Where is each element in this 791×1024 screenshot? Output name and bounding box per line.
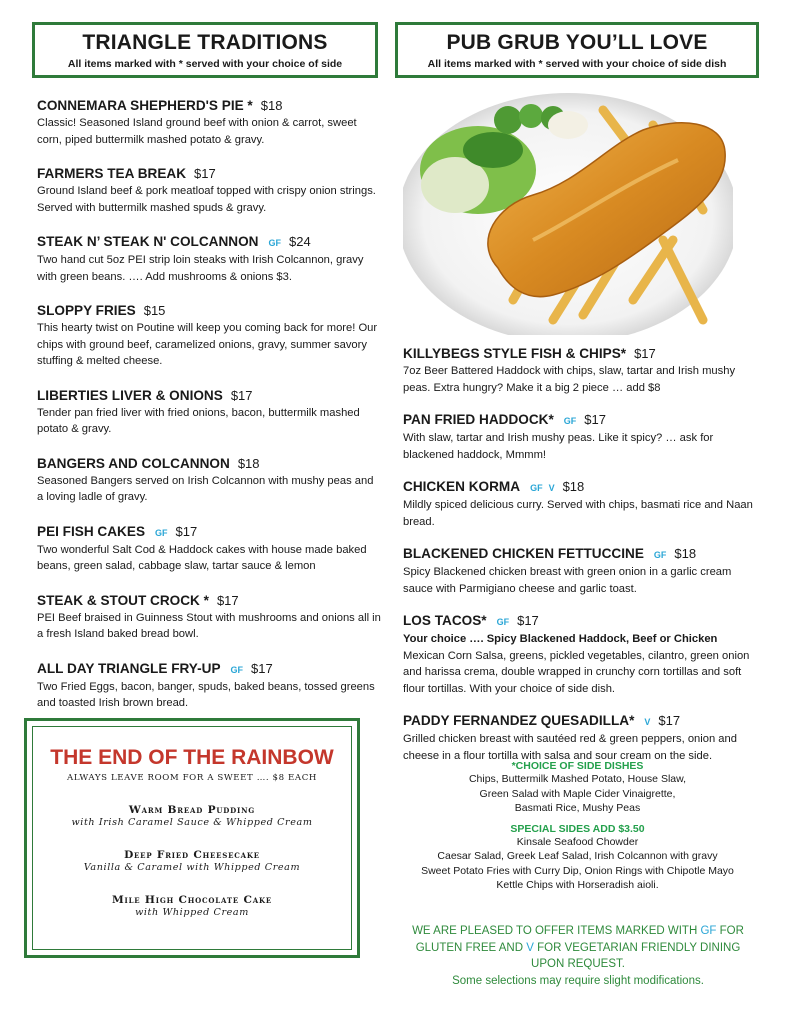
menu-item-name: BLACKENED CHICKEN FETTUCCINE — [403, 546, 644, 561]
menu-item-detail: Tender pan fried liver with fried onions, bacon, buttermilk mashed potato & gravy. — [37, 406, 360, 435]
dessert-detail: with Irish Caramel Sauce & Whipped Cream — [71, 817, 313, 828]
menu-item-heading — [37, 660, 382, 679]
menu-item-detail: This hearty twist on Poutine will keep you coming back for more! Our chips with ground beef, caramelized onions, gravy, summer savory stuffing & melted cheese. — [37, 322, 378, 367]
menu-item-heading — [37, 233, 382, 252]
vegetarian-tag: V — [548, 483, 555, 493]
menu-item — [37, 97, 382, 148]
dessert-name: Warm Bread Pudding — [128, 804, 256, 816]
menu-item-price: $15 — [143, 303, 166, 318]
gluten-free-tag: GF — [230, 664, 244, 675]
menu-item-description — [403, 564, 755, 597]
left-section-title: TRIANGLE TRADITIONS — [82, 31, 328, 54]
menu-item-description — [403, 631, 755, 697]
menu-item-description — [37, 473, 382, 506]
dietary-notice — [398, 923, 758, 989]
menu-item — [37, 523, 382, 575]
menu-item-heading — [403, 712, 755, 731]
menu-item-detail: Two hand cut 5oz PEI strip loin steaks with Irish Colcannon, gravy with green beans. …. Add mushrooms & onions $3. — [37, 254, 364, 283]
special-sides-line: Kinsale Seafood Chowder — [516, 835, 639, 848]
notice-part: FOR VEGETARIAN FRIENDLY DINING UPON REQUEST. — [531, 941, 741, 970]
dessert-item — [33, 804, 351, 828]
menu-item-heading — [37, 165, 382, 183]
menu-item-heading — [37, 523, 382, 542]
menu-item-name: PAN FRIED HADDOCK* — [403, 412, 554, 427]
menu-item-description — [37, 610, 382, 643]
menu-item-description — [37, 183, 382, 216]
menu-item — [37, 165, 382, 216]
menu-item-detail: Seasoned Bangers served on Irish Colcannon with mushy peas and a loving ladle of gravy. — [37, 474, 374, 503]
menu-item-description — [403, 497, 755, 530]
menu-item-price: $17 — [634, 346, 656, 361]
menu-item-heading — [37, 97, 382, 115]
side-dishes-line: Basmati Rice, Mushy Peas — [514, 802, 641, 814]
menu-item-name: ALL DAY TRIANGLE FRY-UP — [37, 660, 221, 676]
gluten-free-tag: GF — [496, 617, 510, 627]
menu-item-name: FARMERS TEA BREAK — [37, 166, 187, 181]
menu-item-heading — [403, 478, 755, 497]
menu-item — [37, 455, 382, 506]
menu-item-description — [37, 252, 382, 285]
dessert-name: Deep Fried Cheesecake — [124, 849, 260, 861]
menu-item-detail: Two wonderful Salt Cod & Haddock cakes with house made baked beans, green salad, cabbage slaw, tartar sauce & lemon — [37, 543, 367, 572]
menu-item-price: $17 — [251, 660, 273, 676]
notice-part: FOR GLUTEN FREE AND — [415, 925, 744, 954]
menu-item-detail: Ground Island beef & pork meatloaf topped with crispy onion strings. Served with buttermilk mashed spuds & gravy. — [37, 185, 376, 214]
menu-item-detail: With slaw, tartar and Irish mushy peas. Like it spicy? … ask for blackened haddock, Mmmm! — [403, 432, 714, 461]
menu-item-heading — [37, 592, 382, 610]
side-dishes-line: Green Salad with Maple Cider Vinaigrette, — [479, 787, 676, 800]
dessert-subtitle: ALWAYS LEAVE ROOM FOR A SWEET …. $8 EACH — [67, 773, 317, 783]
menu-item — [37, 302, 382, 370]
menu-item-name: PEI FISH CAKES — [37, 523, 146, 539]
menu-item-price: $17 — [216, 592, 239, 608]
menu-item-heading — [37, 302, 382, 320]
dessert-item — [33, 849, 351, 873]
gf-marker: GF — [700, 925, 717, 937]
menu-item-heading — [403, 612, 755, 631]
fish-and-chips-photo — [403, 90, 733, 335]
menu-item-name: CHICKEN KORMA — [403, 479, 521, 494]
vegetarian-tag: V — [644, 717, 651, 727]
menu-item-price: $17 — [517, 613, 539, 628]
menu-item — [37, 387, 382, 438]
notice-part: WE ARE PLEASED TO OFFER ITEMS MARKED WITH — [412, 925, 701, 937]
menu-item-heading — [403, 411, 755, 430]
gluten-free-tag: GF — [268, 238, 281, 248]
menu-item-price: $17 — [584, 412, 606, 427]
menu-item-heading — [37, 387, 382, 405]
menu-item — [403, 478, 755, 530]
menu-item-price: $18 — [562, 479, 585, 494]
side-dishes-section — [400, 760, 755, 893]
menu-item-name: KILLYBEGS STYLE FISH & CHIPS* — [403, 346, 627, 361]
left-menu-column — [37, 97, 382, 712]
special-sides-line: Kettle Chips with Horseradish aioli. — [496, 879, 659, 891]
menu-item-description — [37, 405, 382, 438]
right-section-header — [395, 22, 759, 78]
menu-item-detail: Grilled chicken breast with sautéed red & green peppers, onion and cheese in a flour tortilla with salsa and sour cream on the side. — [403, 733, 737, 762]
menu-item — [37, 660, 382, 712]
special-sides-title: SPECIAL SIDES ADD $3.50 — [510, 822, 645, 835]
menu-item-heading — [37, 455, 382, 473]
menu-item-heading — [403, 545, 755, 564]
menu-item-detail: Two Fried Eggs, bacon, banger, spuds, baked beans, tossed greens and toasted Irish brown bread. — [37, 680, 375, 709]
dessert-box — [24, 718, 360, 958]
menu-item-detail: Mexican Corn Salsa, greens, pickled vegetables, cilantro, green onion and harissa crema, double wrapped in crunchy corn tortillas and soft flour tortillas. With your choice of side dish. — [403, 649, 750, 695]
dessert-title: THE END OF THE RAINBOW — [50, 746, 334, 769]
dietary-notice-text — [398, 923, 758, 973]
menu-item-description — [37, 679, 382, 712]
menu-item-heading — [403, 345, 755, 363]
menu-item-description — [37, 320, 382, 370]
menu-item-price: $17 — [194, 166, 216, 181]
menu-item-price: $18 — [674, 546, 697, 561]
dessert-item — [33, 894, 351, 918]
dessert-box-inner — [32, 726, 352, 950]
menu-item-price: $24 — [289, 234, 311, 249]
menu-item-price: $18 — [237, 455, 260, 471]
menu-item-detail: Mildly spiced delicious curry. Served with chips, basmati rice and Naan bread. — [403, 499, 753, 528]
menu-item-name: BANGERS AND COLCANNON — [37, 455, 230, 471]
menu-item — [403, 345, 755, 396]
menu-item-price: $18 — [260, 98, 283, 113]
menu-item-detail: PEI Beef braised in Guinness Stout with mushrooms and onions all in a fresh Island baked bread bowl. — [37, 611, 381, 640]
special-sides-line: Sweet Potato Fries with Curry Dip, Onion Rings with Chipotle Mayo — [421, 864, 734, 877]
gluten-free-tag: GF — [653, 550, 667, 560]
menu-item-name: SLOPPY FRIES — [37, 303, 136, 318]
menu-item-detail: 7oz Beer Battered Haddock with chips, slaw, tartar and Irish mushy peas. Extra hungry? Make it a big 2 piece … add $8 — [403, 365, 736, 394]
menu-item — [37, 592, 382, 643]
menu-item-price: $17 — [230, 387, 253, 403]
menu-item-description — [37, 115, 382, 148]
menu-item-detail: Classic! Seasoned Island ground beef with onion & carrot, sweet corn, piped buttermilk mashed potato & gravy. — [37, 117, 357, 146]
modification-note: Some selections may require slight modifications. — [452, 974, 704, 987]
menu-item-name: CONNEMARA SHEPHERD'S PIE * — [37, 98, 253, 113]
menu-item-name: STEAK N’ STEAK N' COLCANNON — [37, 234, 259, 249]
menu-item-description — [37, 542, 382, 575]
menu-item-description — [403, 363, 755, 396]
dessert-detail: with Whipped Cream — [135, 907, 249, 918]
gluten-free-tag: GF — [155, 527, 168, 538]
menu-item-price: $17 — [658, 713, 681, 728]
left-section-subtitle: All items marked with * served with your choice of side — [67, 58, 343, 70]
right-section-subtitle: All items marked with * served with your choice of side dish — [427, 58, 727, 70]
menu-item — [403, 612, 755, 697]
menu-item-price: $17 — [175, 523, 198, 539]
special-sides-line: Caesar Salad, Greek Leaf Salad, Irish Colcannon with gravy — [437, 850, 718, 862]
side-dishes-line: Chips, Buttermilk Mashed Potato, House Slaw, — [468, 773, 687, 785]
menu-item-name: LIBERTIES LIVER & ONIONS — [37, 387, 223, 403]
menu-item-choice: Your choice …. Spicy Blackened Haddock, Beef or Chicken — [403, 633, 718, 645]
menu-item — [403, 712, 755, 764]
v-marker: V — [526, 941, 534, 954]
menu-item-detail: Spicy Blackened chicken breast with green onion in a garlic cream sauce with Parmigiano cheese and garlic toast. — [403, 566, 732, 595]
side-dishes-title: *CHOICE OF SIDE DISHES — [511, 760, 644, 772]
gluten-free-tag: GF — [563, 416, 577, 426]
right-section-title: PUB GRUB YOU’LL LOVE — [446, 31, 708, 54]
menu-item — [403, 545, 755, 597]
menu-item — [37, 233, 382, 285]
menu-item-description — [403, 430, 755, 463]
left-section-header — [32, 22, 378, 78]
menu-item-name: STEAK & STOUT CROCK * — [37, 592, 209, 608]
menu-item-name: PADDY FERNANDEZ QUESADILLA* — [403, 713, 635, 728]
dessert-detail: Vanilla & Caramel with Whipped Cream — [83, 862, 301, 873]
menu-item-name: LOS TACOS* — [403, 613, 487, 628]
menu-item — [403, 411, 755, 463]
right-menu-column — [403, 345, 755, 764]
gluten-free-tag: GF — [530, 483, 543, 493]
dessert-name: Mile High Chocolate Cake — [111, 894, 272, 906]
